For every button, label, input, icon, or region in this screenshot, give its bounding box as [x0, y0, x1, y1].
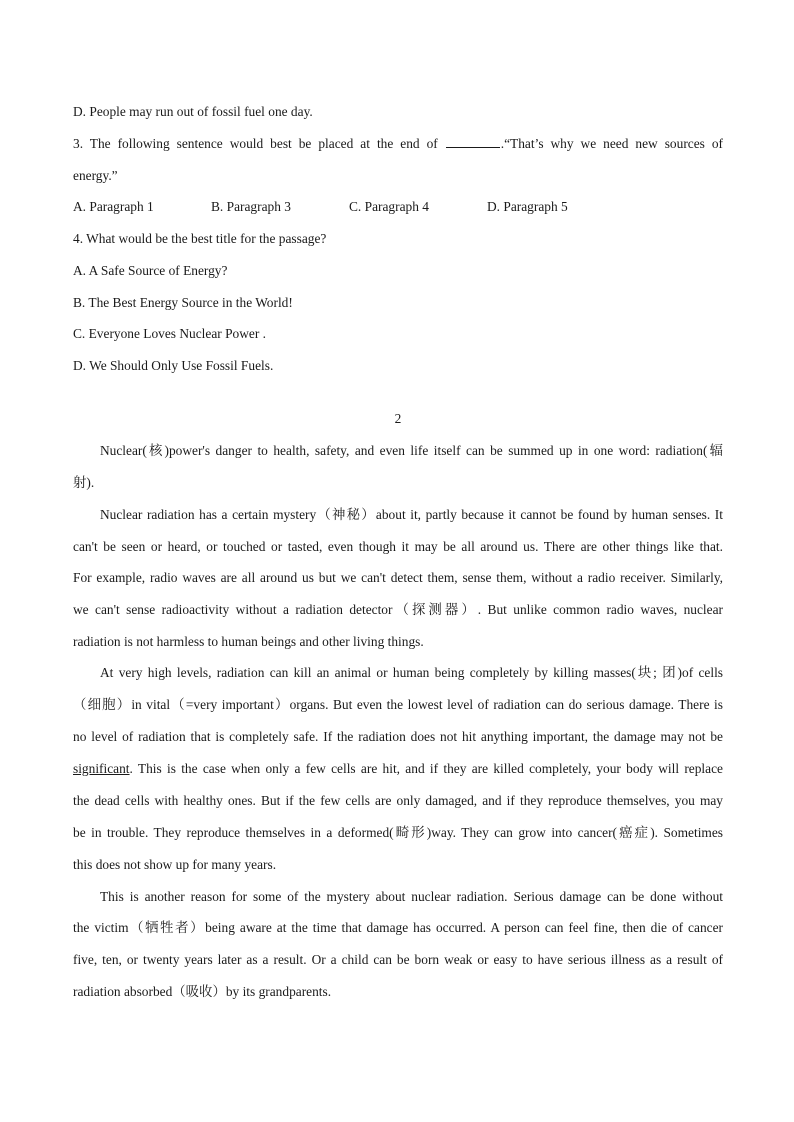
- paragraph-1-line: 射).: [73, 475, 95, 490]
- paragraph-3-line: At very high levels, radiation can kill an animal or human being completely by killing masses(块; 团)of cells: [100, 665, 723, 680]
- paragraph-3-line-rest: . This is the case when only a few cells are hit, and if they are killed completely, your body will replace: [129, 761, 723, 776]
- paragraph-4-line: This is another reason for some of the mystery about nuclear radiation. Serious damage can be done without: [100, 889, 723, 904]
- q3-option-d: D. Paragraph 5: [487, 199, 568, 214]
- paragraph-2-line: we can't sense radioactivity without a radiation detector（探测器）. But unlike common radio waves, nuclear: [73, 602, 723, 617]
- paragraph-4-line: radiation absorbed（吸收）by its grandparents.: [73, 984, 332, 999]
- answer-blank: [446, 135, 500, 148]
- q2-option-d: D. People may run out of fossil fuel one day.: [73, 104, 313, 119]
- underlined-word: significant: [73, 761, 130, 776]
- q4-stem: 4. What would be the best title for the passage?: [73, 231, 327, 246]
- q3-stem-cont: energy.”: [73, 168, 118, 183]
- q3-option-a: A. Paragraph 1: [73, 199, 154, 214]
- q4-option-c: C. Everyone Loves Nuclear Power .: [73, 326, 266, 341]
- q3-option-b: B. Paragraph 3: [211, 199, 291, 214]
- passage-number: 2: [394, 411, 402, 426]
- paragraph-3-line: [73, 760, 723, 778]
- paragraph-3-line: （细胞）in vital（=very important）organs. But even the lowest level of radiation can do serious damage. There is: [73, 697, 723, 712]
- paragraph-1-line: Nuclear(核)power's danger to health, safety, and even life itself can be summed up in one word: radiation(辐: [100, 443, 723, 458]
- q4-option-b: B. The Best Energy Source in the World!: [73, 295, 293, 310]
- paragraph-4-line: five, ten, or twenty years later as a result. Or a child can be born weak or easy to have serious illness as a result of: [73, 952, 723, 967]
- paragraph-2-line: For example, radio waves are all around us but we can't detect them, sense them, without a radio receiver. Similarly,: [73, 570, 723, 585]
- paragraph-3-line: no level of radiation that is completely safe. If the radiation does not hit anything important, the damage may not be: [73, 729, 723, 744]
- q4-option-d: D. We Should Only Use Fossil Fuels.: [73, 358, 274, 373]
- paragraph-3-line: this does not show up for many years.: [73, 857, 277, 872]
- paragraph-2-line: radiation is not harmless to human beings and other living things.: [73, 634, 424, 649]
- paragraph-2-line: Nuclear radiation has a certain mystery（神秘）about it, partly because it cannot be found by human senses. It: [100, 507, 723, 522]
- q3-stem-after: .“That’s why we need new sources of: [500, 136, 724, 151]
- paragraph-3-line: be in trouble. They reproduce themselves in a deformed(畸形)way. They can grow into cancer(癌症). Sometimes: [73, 825, 723, 840]
- q3-stem: [73, 135, 723, 153]
- q3-stem-before: 3. The following sentence would best be placed at the end of: [73, 136, 438, 151]
- paragraph-2-line: can't be seen or heard, or touched or tasted, even though it may be all around us. There are other things like that.: [73, 539, 723, 554]
- paragraph-4-line: the victim（牺牲者）being aware at the time that damage has occurred. A person can feel fine, then die of cancer: [73, 920, 723, 935]
- paragraph-3-line: the dead cells with healthy ones. But if the few cells are only damaged, and if they reproduce themselves, you may: [73, 793, 723, 808]
- q4-option-a: A. A Safe Source of Energy?: [73, 263, 228, 278]
- q3-options: [73, 198, 723, 216]
- q3-option-c: C. Paragraph 4: [349, 199, 429, 214]
